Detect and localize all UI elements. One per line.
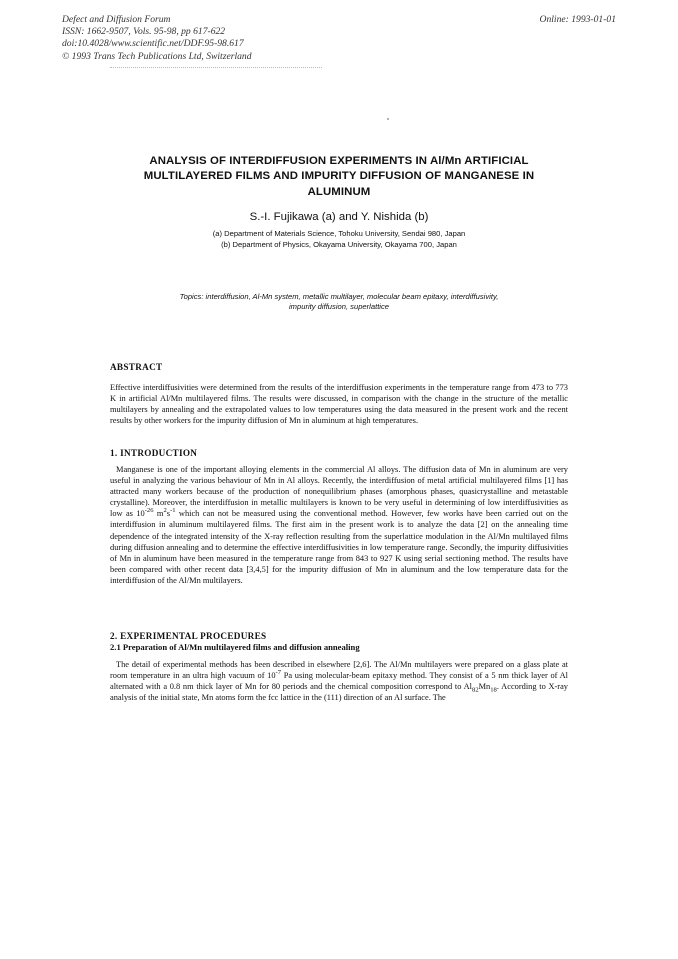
introduction-text: Manganese is one of the important alloying elements in the commercial Al alloys. The diffusion data of Mn in aluminum are very useful in analyzing the various behaviour of Mn in Al alloys. Recently, the interdiffusion of metal artificial multilayered films [1] has attracted many workers because of the production of nonequilibrium phases (amorphous phases, quasicrystalline and metastable crystalline). Moreover, the interdiffusion in metallic multilayers is known to be very useful in determining of low interdiffusivities as low as $10^{-26}$ $m^2s^{-1}$ which can not be measured using the conventional method. However, few works have been carried out on the interdiffusion in aluminum multilayered films. The first aim in the present work is to analyze the data [2] on the annealing time dependence of the integrated intensity of the X-ray reflection resulting from the superlattice modulation in the Al/Mn multilayed films during diffusion annealing and to determine the effective interdiffusivities in low temperature range. Secondly, the impurity diffusivities of Mn in aluminum have been measured in the temperature range from 843 to 927 K using serial sectioning method. The results have been compared with other recent data [3,4,5] for the impurity diffusion of Mn in aluminum and the low temperature data for the interdiffusion of the Al/Mn multilayers. (110, 465, 568, 585)
title-line: MULTILAYERED FILMS AND IMPURITY DIFFUSION OF MANGANESE IN (143, 170, 535, 183)
exponent: -7 (275, 669, 282, 677)
journal-doi: doi:10.4028/www.scientific.net/DDF.95-98.617 (62, 38, 244, 50)
exponent: -1 (170, 507, 176, 515)
experimental-section (110, 630, 568, 703)
journal-name: Defect and Diffusion Forum (62, 14, 171, 25)
abstract-heading: ABSTRACT (110, 362, 163, 372)
abstract-text: Effective interdiffusivities were determined from the results of the interdiffusion experiments in the temperature range from 473 to 773 K in artificial Al/Mn multilayered films. The results were discussed, in comparison with the change in the structure of the metallic multilayers by annealing and the extrapolated values to low temperatures using the data measured in the present work and the recent results by other workers for the impurity diffusion of Mn in aluminum at high temperatures. (110, 383, 568, 426)
experimental-heading: 2. EXPERIMENTAL PROCEDURES (110, 631, 267, 641)
subscript: 18 (490, 686, 497, 694)
exponent: 2 (163, 507, 167, 515)
scan-artifact-speck (387, 118, 389, 120)
journal-copyright: © 1993 Trans Tech Publications Ltd, Switzerland (62, 50, 252, 62)
paper-title (100, 154, 578, 200)
author-affiliations (100, 229, 578, 250)
affiliation-a: (a) Department of Materials Science, Tohoku University, Sendai 980, Japan (212, 229, 466, 238)
affiliation-b: (b) Department of Physics, Okayama University, Okayama 700, Japan (221, 239, 457, 249)
title-line: ANALYSIS OF INTERDIFFUSION EXPERIMENTS IN Al/Mn ARTIFICIAL (149, 155, 529, 167)
online-date: Online: 1993-01-01 (539, 14, 616, 25)
title-line: ALUMINUM (307, 185, 371, 198)
abstract-section (110, 361, 568, 426)
subscript: 82 (472, 686, 479, 694)
exponent: -26 (144, 507, 154, 515)
scan-artifact-line (110, 67, 322, 68)
paper-authors: S.-I. Fujikawa (a) and Y. Nishida (b) (249, 211, 429, 223)
journal-header (62, 14, 252, 63)
topics-line: Topics: interdiffusion, Al-Mn system, metallic multilayer, molecular beam epitaxy, interdiffusivity, (179, 292, 499, 301)
introduction-heading: 1. INTRODUCTION (110, 448, 198, 458)
experimental-text: The detail of experimental methods has been described in elsewhere [2,6]. The Al/Mn multilayers were prepared on a glass plate at room temperature in an ultra high vacuum of $10^{-7}$ Pa using molecular-beam epitaxy method. They consist of a 5 nm thick layer of Al alternated with a 0.8 nm thick layer of Mn for 80 periods and the chemical composition correspond to $Al_{82}Mn_{18}$. According to X-ray analysis of the initial state, Mn atoms form the fcc lattice in the (111) direction of an Al surface. The (110, 660, 569, 703)
topics-line: impurity diffusion, superlattice (288, 302, 390, 312)
journal-issn: ISSN: 1662-9507, Vols. 95-98, pp 617-622 (62, 26, 226, 38)
experimental-subheading: 2.1 Preparation of Al/Mn multilayered films and diffusion annealing (110, 642, 360, 652)
introduction-section (110, 447, 568, 586)
paper-topics (112, 292, 566, 313)
